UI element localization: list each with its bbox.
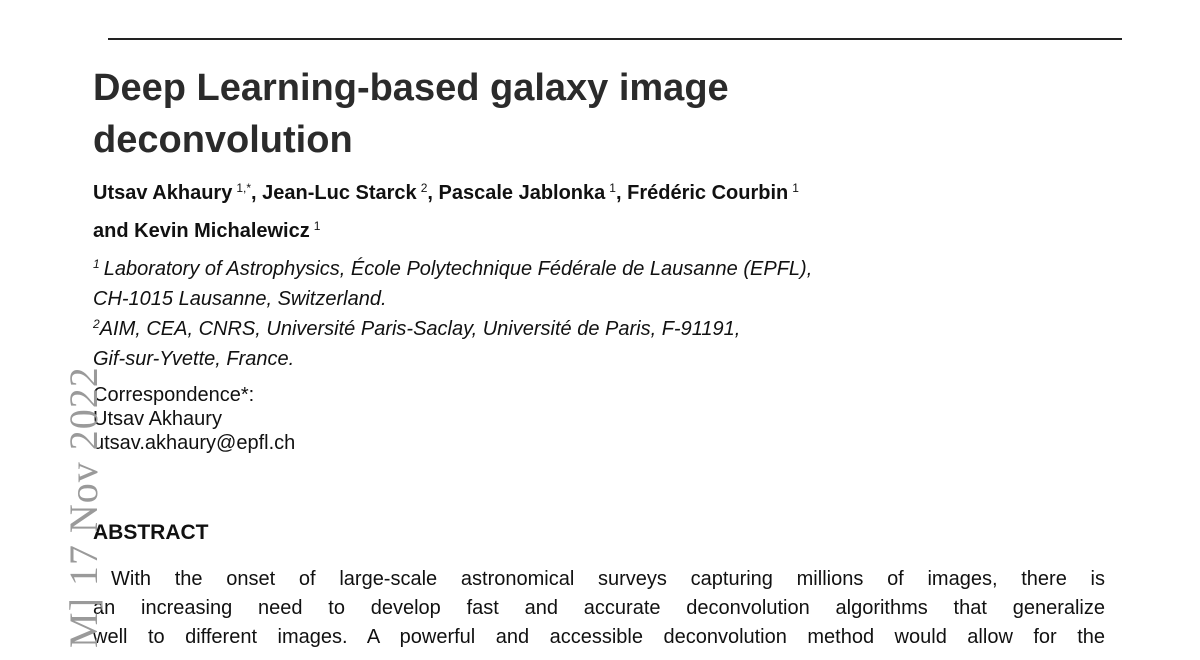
affiliations <box>93 254 1073 374</box>
author-affiliation-mark: 2 <box>420 181 428 195</box>
affiliation-line: $^1$ Laboratory of Astrophysics, École Polytechnique Fédérale de Lausanne (EPFL), <box>93 257 813 280</box>
author-conjunction: and <box>93 220 129 242</box>
correspondence-label: Correspondence*: <box>93 384 255 406</box>
affiliation-line: $^2$AIM, CEA, CNRS, Université Paris-Saclay, Université de Paris, F-91191, <box>93 317 741 340</box>
author-affiliation-mark: 1 <box>792 181 799 195</box>
author-name: Jean-Luc Starck <box>262 182 417 204</box>
author-name: Kevin Michalewicz <box>134 220 310 242</box>
author-list: Utsav Akhaury $^{1,*}$, Jean-Luc Starck $^2$, Pascale Jablonka $^1$, Frédéric Courbin $^1$ and Kevin Michalewicz $^1$ <box>93 181 799 242</box>
arxiv-stamp-text: M] 17 Nov 2022 <box>61 366 106 648</box>
top-rule <box>108 38 1122 40</box>
correspondence-name: Utsav Akhaury <box>93 408 222 430</box>
abstract-line: an increasing need to develop fast and accurate deconvolution algorithms that generalize <box>93 597 1105 619</box>
abstract-text <box>93 565 1105 652</box>
author-name: Pascale Jablonka <box>438 182 606 204</box>
abstract-line: With the onset of large-scale astronomical surveys capturing millions of images, there is <box>111 568 1105 590</box>
author-affiliation-mark: 1 <box>313 219 321 233</box>
affiliation-line: CH-1015 Lausanne, Switzerland. <box>93 288 387 310</box>
author-name: Utsav Akhaury <box>93 182 233 204</box>
arxiv-side-stamp <box>0 366 106 660</box>
affiliation-line: Gif-sur-Yvette, France. <box>93 348 295 370</box>
author-name: Frédéric Courbin <box>627 182 789 204</box>
author-affiliation-mark: 1,* <box>236 181 252 195</box>
abstract-heading: ABSTRACT <box>93 521 209 544</box>
author-affiliation-mark: 1 <box>609 181 616 195</box>
paper-title: Deep Learning-based galaxy image deconvolution <box>93 67 729 161</box>
correspondence-email[interactable]: utsav.akhaury@epfl.ch <box>93 432 296 454</box>
abstract-line: well to different images. A powerful and accessible deconvolution method would allow for the <box>93 626 1105 648</box>
affiliation-mark: 1 <box>93 257 100 271</box>
correspondence-block <box>93 383 295 455</box>
affiliation-mark: 2 <box>93 317 100 331</box>
